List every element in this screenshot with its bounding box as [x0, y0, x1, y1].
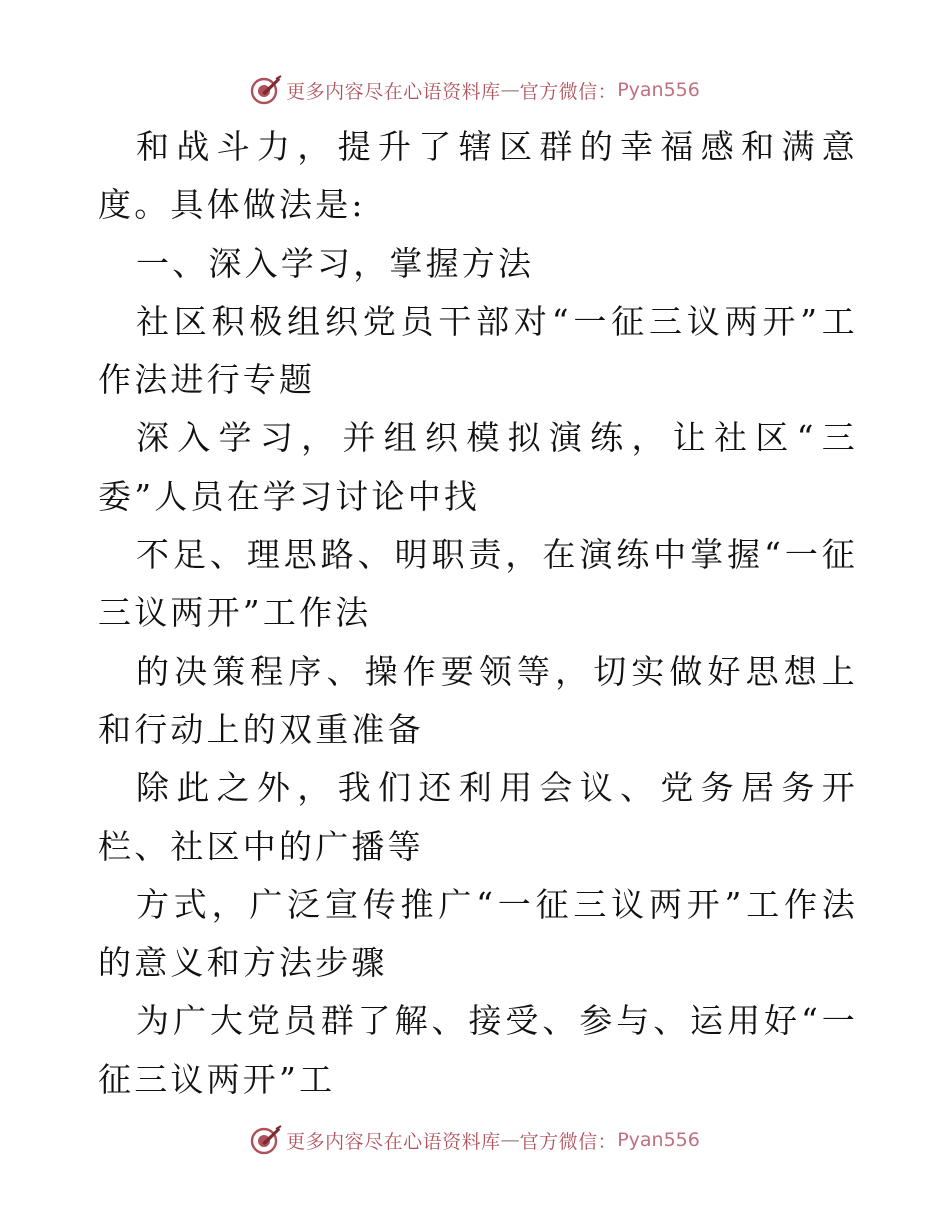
document-body — [98, 118, 858, 1109]
watermark-wechat-label: 官方微信： — [519, 1130, 618, 1153]
footer-watermark — [0, 1120, 950, 1160]
watermark-wechat-id: Pyan556 — [617, 79, 700, 101]
body-paragraph: 不足、理思路、明职责，在演练中掌握“一征三议两开”工作法 — [98, 535, 858, 633]
body-paragraph: 除此之外，我们还利用会议、党务居务开栏、社区中的广播等 — [98, 768, 858, 866]
watermark-wechat-id: Pyan556 — [617, 1129, 700, 1151]
body-paragraph: 方式，广泛宣传推广“一征三议两开”工作法的意义和方法步骤 — [98, 884, 858, 983]
watermark-separator: — — [500, 79, 520, 101]
watermark-site-text: 更多内容尽在心语资料库 — [286, 80, 501, 103]
section-heading: 一、深入学习，掌握方法 — [136, 243, 535, 283]
watermark-separator: — — [500, 1129, 520, 1151]
body-paragraph: 的决策程序、操作要领等，切实做好思想上和行动上的双重准备 — [98, 651, 858, 749]
header-watermark — [0, 70, 950, 110]
watermark-wechat-label: 官方微信： — [519, 80, 618, 103]
body-paragraph: 社区积极组织党员干部对“一征三议两开”工作法进行专题 — [98, 301, 858, 400]
body-paragraph: 深入学习，并组织模拟演练，让社区“三委”人员在学习讨论中找 — [98, 418, 858, 516]
body-paragraph: 为广大党员群了解、接受、参与、运用好“一征三议两开”工 — [98, 1001, 858, 1099]
watermark-site-text: 更多内容尽在心语资料库 — [286, 1130, 501, 1153]
quill-seal-icon — [250, 1124, 282, 1156]
body-paragraph: 和战斗力，提升了辖区群的幸福感和满意度。具体做法是: — [98, 127, 858, 225]
quill-seal-icon — [250, 74, 282, 106]
